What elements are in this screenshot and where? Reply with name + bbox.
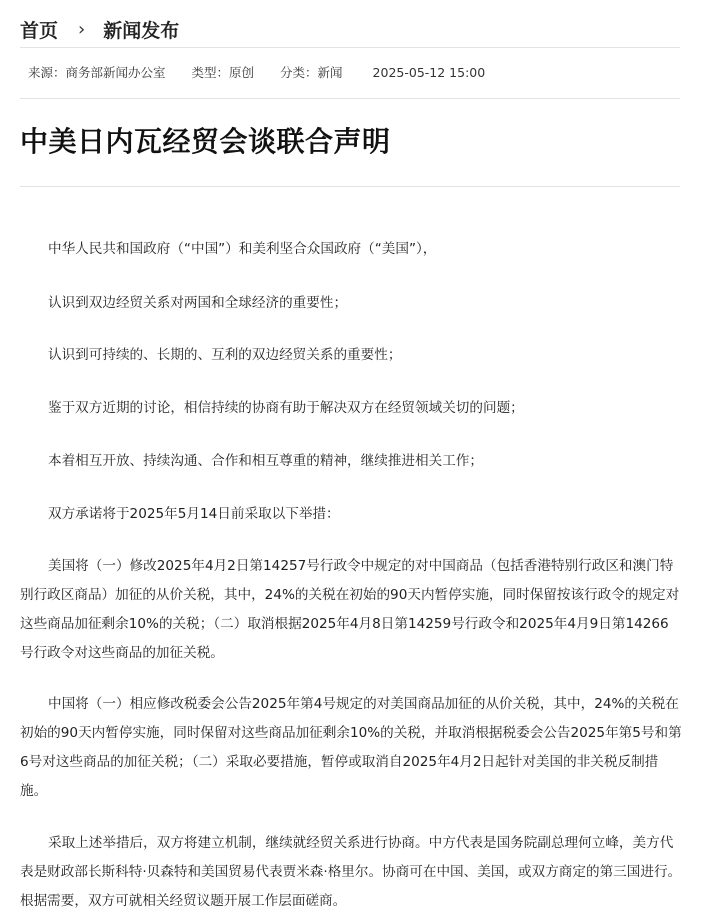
paragraph: 中华人民共和国政府（“中国”）和美利坚合众国政府（“美国”）， <box>48 241 437 257</box>
paragraph: 中国将（一）相应修改税委会公告2025年第4号规定的对美国商品加征的从价关税，其中，24%的关税在初始的90天内暂停实施，同时保留对这些商品加征剩余10%的关税，并取消根据税委会公告2025年第5号和第6号对这些商品的加征关税；（二）采取必要措施，暂停或取消自2025年4月2日起针对美国的非关税反制措施。 <box>20 696 682 799</box>
chevron-right-icon: › <box>78 18 86 40</box>
breadcrumb <box>20 14 179 44</box>
meta-datetime: 2025-05-12 15:00 <box>372 64 486 80</box>
paragraph: 鉴于双方近期的讨论，相信持续的协商有助于解决双方在经贸领域关切的问题； <box>48 400 524 416</box>
paragraph: 认识到双边经贸关系对两国和全球经济的重要性； <box>48 295 348 311</box>
meta-type: 类型：原创 <box>191 65 255 80</box>
paragraph: 美国将（一）修改2025年4月2日第14257号行政令中规定的对中国商品（包括香港特别行政区和澳门特别行政区商品）加征的从价关税，其中，24%的关税在初始的90天内暂停实施，同时保留按该行政令的规定对这些商品加征剩余10%的关税；（二）取消根据2025年4月8日第14259号行政令和2025年4月9日第14266号行政令对这些商品的加征关税。 <box>20 558 680 661</box>
breadcrumb-home-link[interactable]: 首页 <box>20 19 59 42</box>
divider <box>20 98 680 99</box>
paragraph: 本着相互开放、持续沟通、合作和相互尊重的精神，继续推进相关工作； <box>48 453 483 469</box>
article-meta <box>28 62 485 82</box>
meta-category: 分类：新闻 <box>280 65 343 80</box>
paragraph: 认识到可持续的、长期的、互利的双边经贸关系的重要性； <box>48 347 402 363</box>
article-title: 中美日内瓦经贸会谈联合声明 <box>20 125 391 158</box>
divider <box>20 47 680 48</box>
divider <box>20 186 680 187</box>
paragraph: 双方承诺将于2025年5月14日前采取以下举措： <box>48 506 340 522</box>
meta-source: 来源：商务部新闻办公室 <box>28 65 166 80</box>
paragraph: 采取上述举措后，双方将建立机制，继续就经贸关系进行协商。中方代表是国务院副总理何立峰，美方代表是财政部长斯科特·贝森特和美国贸易代表贾米森·格里尔。协商可在中国、美国，或双方商定的第三国进行。根据需要，双方可就相关经贸议题开展工作层面磋商。 <box>20 835 682 909</box>
breadcrumb-current: 新闻发布 <box>103 19 180 42</box>
